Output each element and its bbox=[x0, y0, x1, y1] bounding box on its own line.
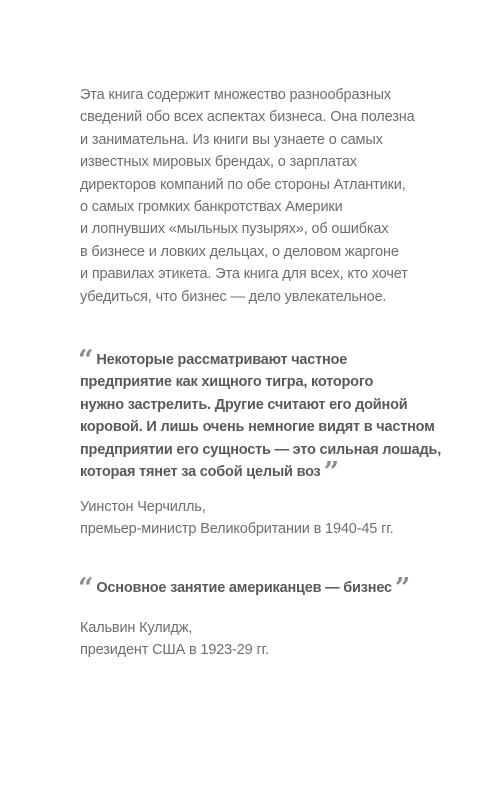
quote-text: которая тянет за собой целый воз bbox=[80, 464, 321, 481]
coolidge-quote bbox=[78, 573, 490, 604]
intro-line: убедиться, что бизнес — дело увлекательное. bbox=[80, 288, 387, 305]
intro-line: и лопнувших «мыльных пузырях», об ошибках bbox=[80, 221, 389, 238]
intro-line: и занимательна. Из книги вы узнаете о самых bbox=[80, 131, 383, 148]
quote-line: коровой. И лишь очень немногие видят в частном bbox=[80, 419, 435, 436]
churchill-attribution bbox=[80, 496, 490, 540]
open-quote-mark-icon: “ bbox=[78, 573, 94, 604]
quote-line: нужно застрелить. Другие считают его дойной bbox=[80, 396, 408, 413]
intro-line: известных мировых брендах, о зарплатах bbox=[80, 154, 357, 171]
intro-line: о самых громких банкротствах Америки bbox=[80, 199, 343, 216]
quote-line bbox=[78, 573, 490, 604]
intro-line: Эта книга содержит множество разнообразных bbox=[80, 87, 391, 103]
quote-text: Некоторые рассматривают частное bbox=[96, 352, 348, 368]
intro-paragraph bbox=[80, 84, 480, 308]
quote-line bbox=[78, 345, 490, 376]
intro-line: в бизнесе и ловких дельцах, о деловом жаргоне bbox=[80, 243, 399, 260]
open-quote-mark-icon: “ bbox=[78, 345, 94, 376]
author-title: премьер-министр Великобритании в 1940-45 гг. bbox=[80, 521, 394, 537]
quote-line: предприятие как хищного тигра, которого bbox=[80, 374, 374, 391]
author-name: Уинстон Черчилль, bbox=[80, 499, 206, 515]
intro-line: директоров компаний по обе стороны Атлантики, bbox=[80, 176, 406, 193]
close-quote-mark-icon: ” bbox=[394, 573, 411, 604]
intro-line: сведений обо всех аспектах бизнеса. Она полезна bbox=[80, 109, 415, 126]
intro-line: и правилах этикета. Эта книга для всех, кто хочет bbox=[80, 266, 408, 283]
author-name: Кальвин Кулидж, bbox=[80, 620, 193, 636]
close-quote-mark-icon: ” bbox=[323, 457, 339, 489]
quote-line bbox=[80, 457, 490, 489]
quote-text: Основное занятие американцев — бизнес bbox=[96, 580, 392, 596]
quote-line: предприятии его сущность — это сильная лошадь, bbox=[80, 441, 442, 458]
coolidge-attribution bbox=[80, 617, 490, 661]
author-title: президент США в 1923-29 гг. bbox=[80, 642, 269, 658]
churchill-quote bbox=[78, 345, 490, 489]
